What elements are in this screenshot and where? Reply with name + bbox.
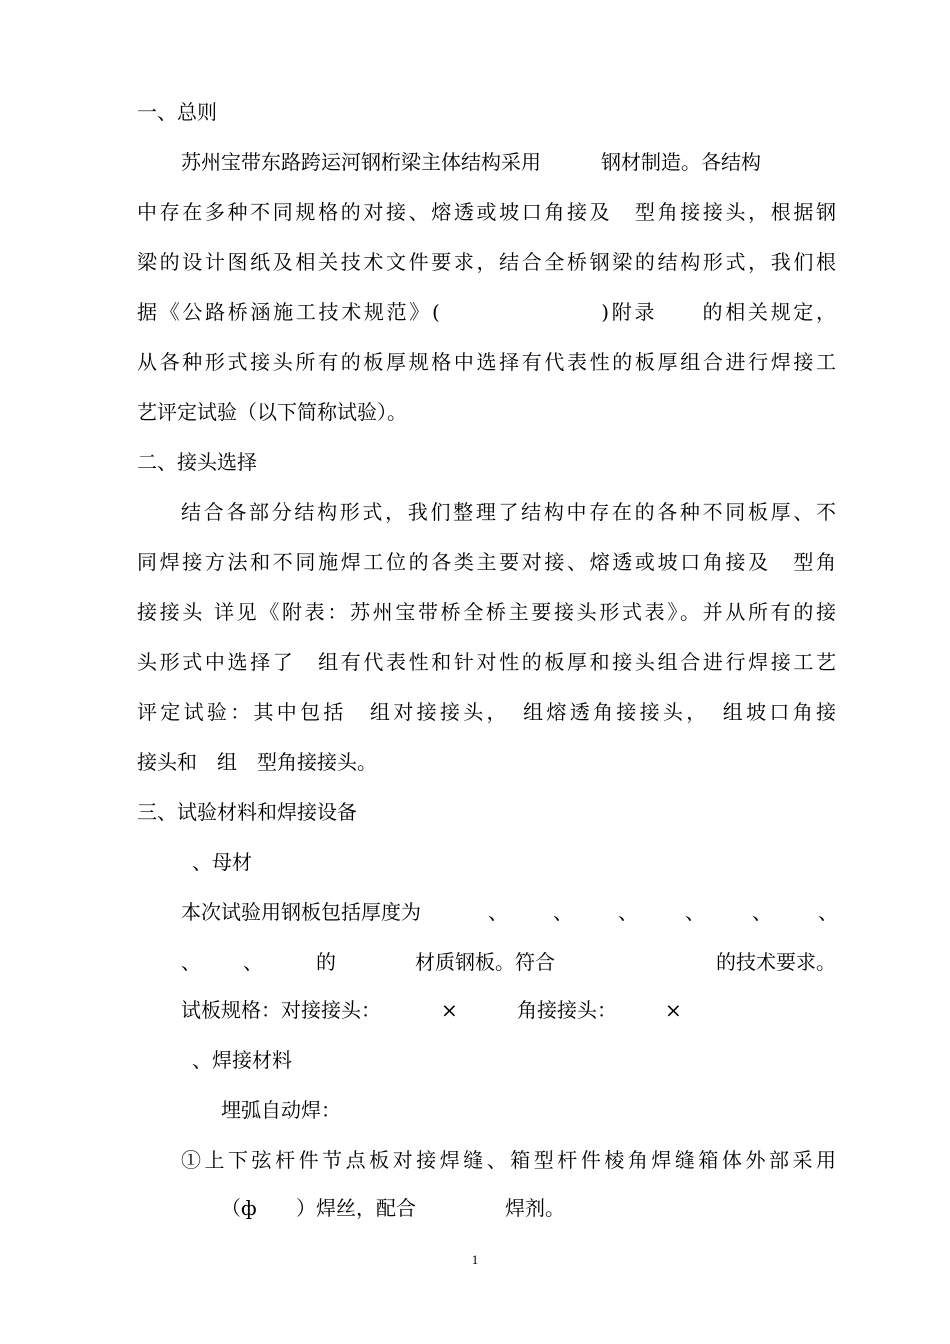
section-heading-joint-selection: 二、接头选择: [137, 450, 257, 474]
paragraph-line: 据《公路桥涵施工技术规范》( )附录 的相关规定，: [137, 300, 836, 324]
subheading-welding-materials: 、焊接材料: [192, 1048, 292, 1072]
material-text: 材质钢板。符合: [415, 950, 555, 974]
paragraph-line: 接头和 组 型角接接头。: [137, 750, 377, 774]
material-text: 的: [316, 950, 336, 974]
thickness-intro: 本次试验用钢板包括厚度为: [181, 900, 421, 924]
paragraph-line: 从各种形式接头所有的板厚规格中选择有代表性的板厚组合进行焊接工: [137, 350, 836, 374]
separator: 、: [181, 950, 201, 974]
paragraph-line: 苏州宝带东路跨运河钢桁梁主体结构采用 钢材制造。各结构: [181, 150, 761, 174]
paragraph-line: 同焊接方法和不同施焊工位的各类主要对接、熔透或坡口角接及 型角: [137, 550, 836, 574]
specimen-spec-line: [0, 997, 950, 1023]
paragraph-line: 梁的设计图纸及相关技术文件要求，结合全桥钢梁的结构形式，我们根: [137, 250, 836, 274]
separator: 、: [243, 950, 263, 974]
separator: 、: [553, 900, 573, 924]
paragraph-line: 中存在多种不同规格的对接、熔透或坡口角接及 型角接接头，根据钢: [137, 200, 836, 224]
corner-joint-spec-label: 角接接头：: [517, 998, 617, 1022]
flux-text: 焊剂。: [505, 1196, 565, 1220]
wire-spec-text: ）焊丝，配合: [296, 1196, 416, 1220]
item-1: ①上下弦杆件节点板对接焊缝、箱型杆件棱角焊缝箱体外部采用: [181, 1148, 836, 1172]
saw-label: 埋弧自动焊：: [221, 1098, 341, 1122]
paragraph-line: 头形式中选择了 组有代表性和针对性的板厚和接头组合进行焊接工艺: [137, 650, 836, 674]
times-sign: ×: [441, 998, 458, 1022]
paragraph-line: 结合各部分结构形式，我们整理了结构中存在的各种不同板厚、不: [181, 500, 836, 524]
material-line: [0, 949, 950, 975]
subheading-base-metal: 、母材: [192, 850, 252, 874]
item-1-continued: [0, 1195, 950, 1221]
wire-spec-open: （ф: [221, 1196, 257, 1220]
butt-joint-spec-label: 试板规格：对接接头：: [181, 998, 381, 1022]
separator: 、: [685, 900, 705, 924]
separator: 、: [818, 900, 838, 924]
times-sign: ×: [665, 998, 682, 1022]
thickness-line: [0, 899, 950, 925]
section-heading-general: 一、总则: [137, 100, 217, 124]
page-number: 1: [471, 1252, 479, 1267]
paragraph-line: 评定试验：其中包括 组对接接头， 组熔透角接接头， 组坡口角接: [137, 700, 836, 724]
material-text: 的技术要求。: [716, 950, 836, 974]
separator: 、: [752, 900, 772, 924]
paragraph-line: 艺评定试验（以下简称试验）。: [137, 400, 407, 424]
paragraph-line: 接接头 详见《附表：苏州宝带桥全桥主要接头形式表》。并从所有的接: [137, 600, 836, 624]
separator: 、: [488, 900, 508, 924]
section-heading-materials-equipment: 三、试验材料和焊接设备: [137, 800, 357, 824]
separator: 、: [618, 900, 638, 924]
